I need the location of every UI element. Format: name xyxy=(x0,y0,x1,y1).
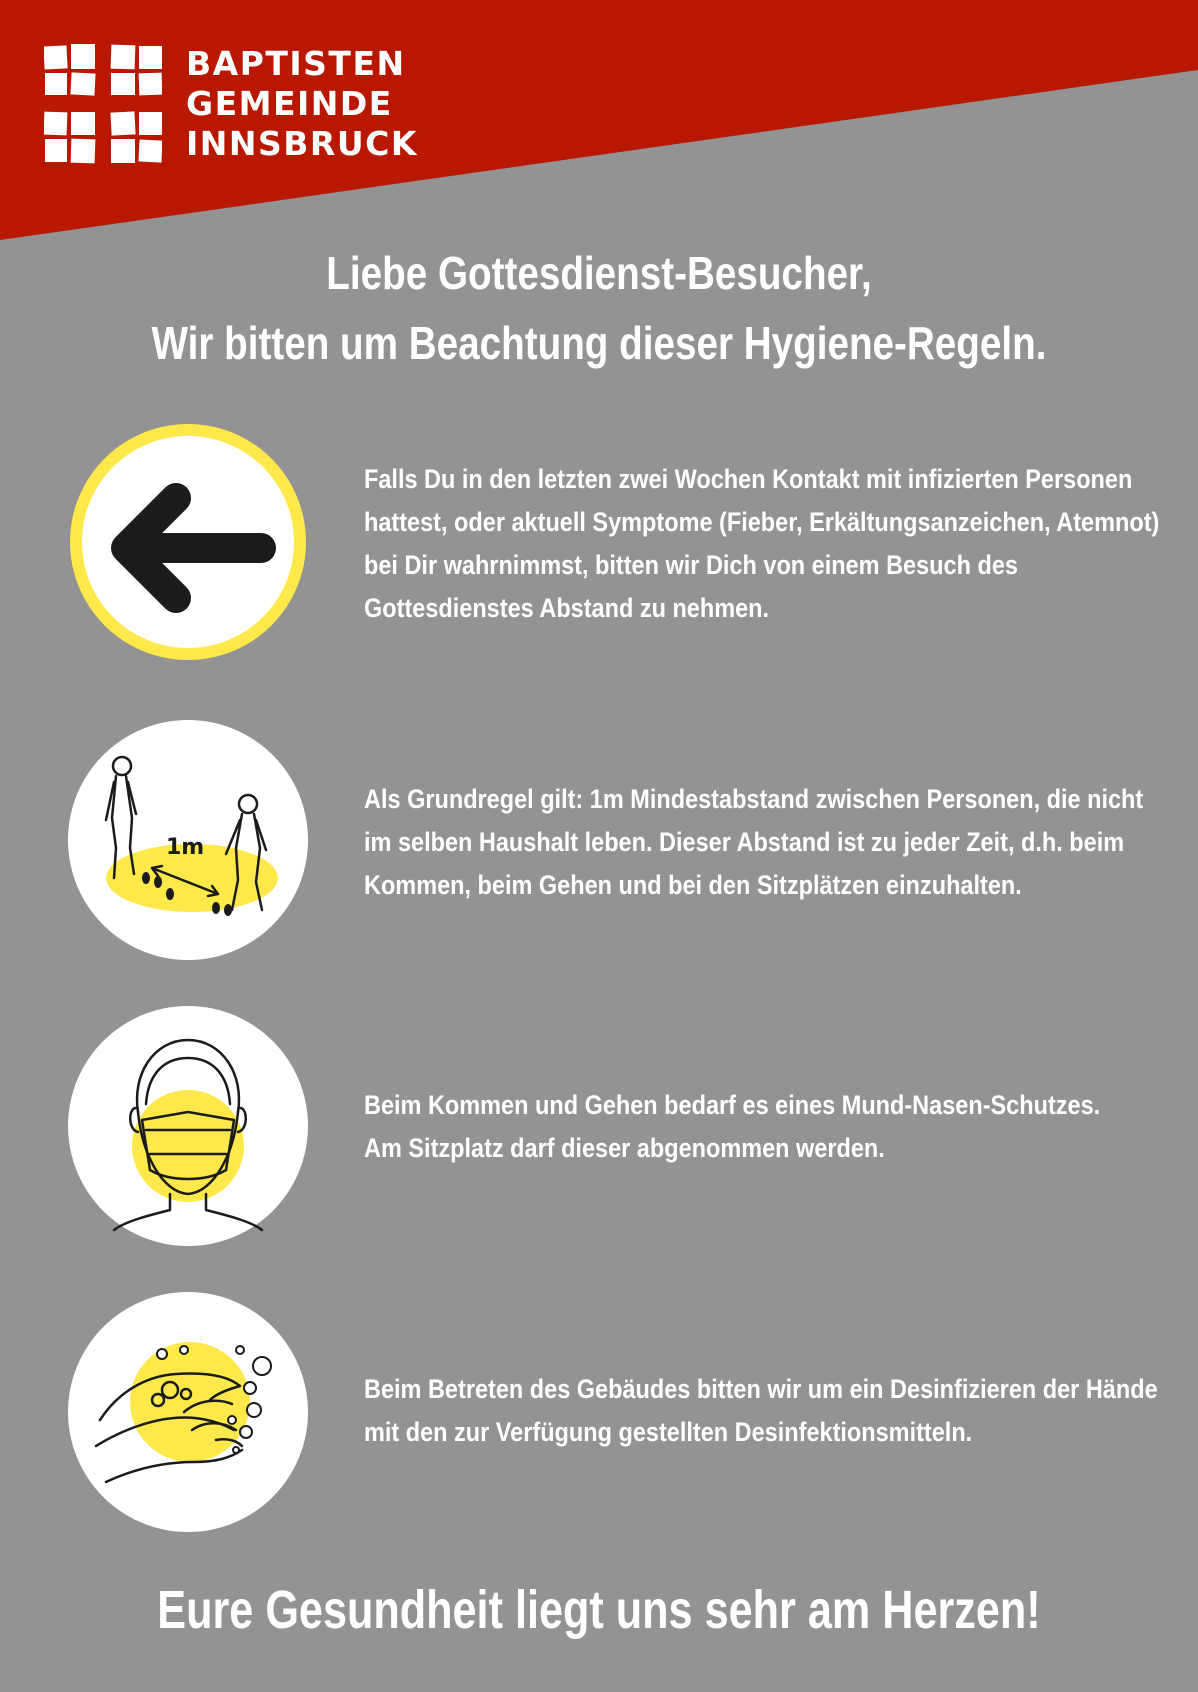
title-line-1: Liebe Gottesdienst-Besucher, xyxy=(326,247,872,299)
rule-text xyxy=(364,458,1164,630)
church-name xyxy=(186,44,418,164)
cross-mosaic-icon xyxy=(44,44,162,164)
rule-text-line: Kommen, beim Gehen und bei den Sitzplätzen einzuhalten. xyxy=(364,870,1022,900)
rule-text-line: Falls Du in den letzten zwei Wochen Kontakt mit infizierten Personen xyxy=(364,464,1133,494)
rule-mask xyxy=(0,1004,1198,1244)
rule-illustration xyxy=(66,1290,310,1534)
title-line-2: Wir bitten um Beachtung dieser Hygiene-Regeln. xyxy=(151,317,1047,369)
church-name-line: GEMEINDE xyxy=(186,84,393,123)
rule-text-line: Als Grundregel gilt: 1m Mindestabstand zwischen Personen, die nicht xyxy=(364,784,1144,814)
church-name-line: BAPTISTEN xyxy=(186,44,406,83)
rule-text-line: Beim Betreten des Gebäudes bitten wir um ein Desinfizieren der Hände xyxy=(364,1374,1158,1404)
hand-wash-icon xyxy=(66,1290,310,1534)
face-mask-icon xyxy=(66,1004,310,1248)
church-logo xyxy=(44,44,418,164)
rule-illustration xyxy=(66,1004,310,1248)
rule-text xyxy=(364,778,1164,907)
rule-text-line: mit den zur Verfügung gestellten Desinfektionsmitteln. xyxy=(364,1417,973,1447)
distance-label: 1m xyxy=(166,835,205,860)
rule-distance xyxy=(0,718,1198,958)
left-arrow-icon xyxy=(66,420,310,664)
rule-text-line: hattest, oder aktuell Symptome (Fieber, Erkältungsanzeichen, Atemnot) xyxy=(364,507,1160,537)
rule-text-line: im selben Haushalt leben. Dieser Abstand ist zu jeder Zeit, d.h. beim xyxy=(364,827,1125,857)
rule-text-line: Am Sitzplatz darf dieser abgenommen werden. xyxy=(364,1133,885,1163)
rule-text xyxy=(364,1084,1164,1170)
rule-symptoms xyxy=(0,420,1198,660)
rule-text xyxy=(364,1368,1164,1454)
distance-people-icon xyxy=(66,718,310,962)
rule-illustration xyxy=(66,420,310,664)
rule-disinfect xyxy=(0,1290,1198,1530)
closing-message: Eure Gesundheit liegt uns sehr am Herzen! xyxy=(157,1580,1041,1640)
rule-text-line: Beim Kommen und Gehen bedarf es eines Mund-Nasen-Schutzes. xyxy=(364,1090,1101,1120)
rule-illustration xyxy=(66,718,310,962)
church-name-line: INNSBRUCK xyxy=(186,124,418,163)
rule-text-line: Gottesdienstes Abstand zu nehmen. xyxy=(364,593,770,623)
page-title xyxy=(96,238,1102,378)
rule-text-line: bei Dir wahrnimmst, bitten wir Dich von einem Besuch des xyxy=(364,550,1018,580)
